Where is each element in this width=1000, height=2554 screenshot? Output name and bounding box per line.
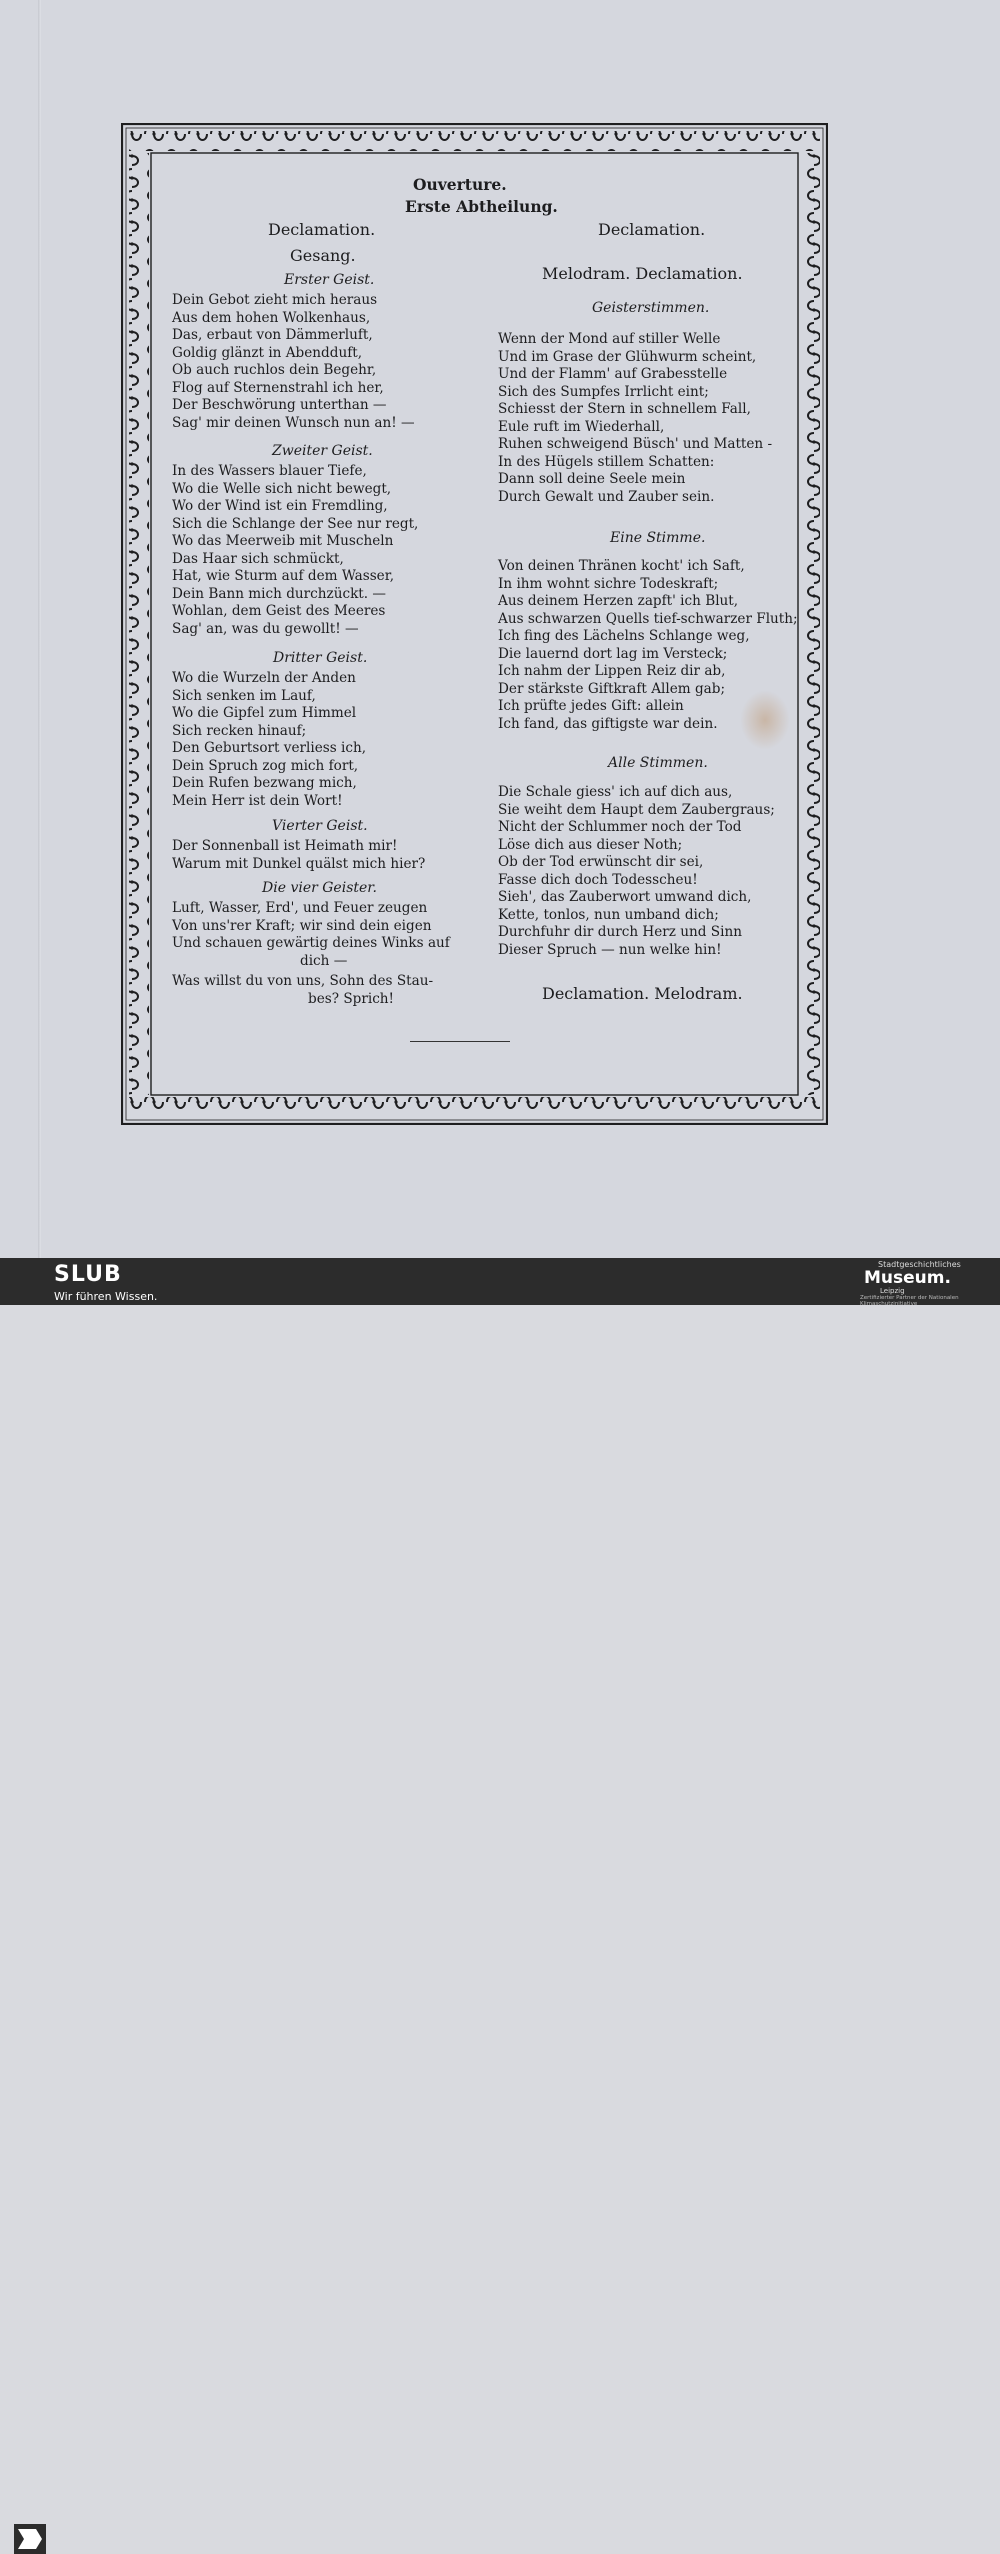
left-section-heading: Die vier Geister. [262, 880, 377, 896]
left-section-heading: Dritter Geist. [273, 650, 368, 666]
left-verse-line: Wo das Meerweib mit Muscheln [172, 533, 394, 549]
right-verse-line: Dieser Spruch — nun welke hin! [498, 941, 722, 958]
right-section-heading: Geisterstimmen. [592, 300, 710, 316]
right-declamation: Declamation. [598, 220, 706, 239]
right-verse-line: Ich nahm der Lippen Reiz dir ab, [498, 663, 726, 679]
left-verse-line: Der Sonnenball ist Heimath mir! [172, 838, 398, 854]
slub-tagline: Wir führen Wissen. [54, 1290, 158, 1303]
right-closing: Declamation. Melodram. [542, 984, 743, 1003]
right-verse-line: Die lauernd dort lag im Versteck; [498, 645, 728, 662]
left-verse-line: Was willst du von uns, Sohn des Stau- [172, 973, 434, 989]
left-verse-line: Sag' an, was du gewollt! — [172, 620, 359, 637]
right-verse-line: Aus schwarzen Quells tief-schwarzer Fluth; [498, 610, 798, 627]
right-verse-line: Ich fand, das giftigste war dein. [498, 715, 718, 732]
right-verse-line: Ich fing des Lächelns Schlange weg, [498, 628, 750, 644]
left-verse-line: Wo die Welle sich nicht bewegt, [172, 480, 392, 497]
museum-label-top: Stadtgeschichtliches [878, 1260, 961, 1269]
left-verse-line: In des Wassers blauer Tiefe, [172, 463, 367, 479]
left-verse-line: Mein Herr ist dein Wort! [172, 792, 343, 809]
right-verse-line: Ruhen schweigend Büsch' und Matten - [498, 436, 773, 452]
left-verse-line: dich — [300, 952, 348, 969]
left-verse-line: Dein Gebot zieht mich heraus [172, 292, 378, 308]
left-gesang: Gesang. [290, 246, 356, 265]
right-section-heading: Eine Stimme. [610, 530, 706, 546]
left-verse-line: bes? Sprich! [308, 990, 395, 1007]
left-verse-line: Der Beschwörung unterthan — [172, 397, 387, 413]
left-verse-line: Hat, wie Sturm auf dem Wasser, [172, 568, 395, 584]
museum-note: Zertifizierter Partner der Nationalen Klimaschutzinitiative [860, 1295, 959, 1307]
closing-rule [410, 1041, 510, 1042]
museum-logo: Museum. [864, 1268, 951, 1288]
left-verse-line: Sich senken im Lauf, [172, 687, 316, 704]
slub-logo: SLUB [54, 1262, 122, 1287]
left-verse-line: Goldig glänzt in Abendduft, [172, 344, 363, 361]
right-verse-line: Und der Flamm' auf Grabesstelle [498, 366, 728, 382]
right-verse-line: Eule ruft im Wiederhall, [498, 418, 665, 435]
right-verse-line: Der stärkste Giftkraft Allem gab; [498, 680, 726, 697]
right-verse-line: Von deinen Thränen kocht' ich Saft, [498, 558, 745, 574]
left-verse-line: Wohlan, dem Geist des Meeres [172, 603, 386, 619]
left-verse-line: Wo die Gipfel zum Himmel [172, 705, 357, 721]
right-verse-line: In des Hügels stillem Schatten: [498, 453, 715, 470]
left-verse-line: Wo die Wurzeln der Anden [172, 670, 356, 686]
left-verse-line: Sich die Schlange der See nur regt, [172, 515, 419, 532]
right-verse-line: Ob der Tod erwünscht dir sei, [498, 854, 704, 870]
left-declamation: Declamation. [268, 220, 376, 239]
right-section-heading: Alle Stimmen. [608, 755, 708, 771]
left-section-heading: Zweiter Geist. [272, 443, 373, 459]
left-verse-line: Den Geburtsort verliess ich, [172, 740, 367, 756]
right-melodram: Melodram. Declamation. [542, 264, 743, 283]
right-verse-line: Sie weiht dem Haupt dem Zaubergraus; [498, 801, 775, 818]
left-verse-line: Aus dem hohen Wolkenhaus, [172, 309, 371, 326]
left-verse-line: Das, erbaut von Dämmerluft, [172, 327, 373, 343]
right-verse-line: Sich des Sumpfes Irrlicht eint; [498, 383, 709, 400]
left-verse-line: Das Haar sich schmückt, [172, 550, 344, 567]
left-verse-line: Sag' mir deinen Wunsch nun an! — [172, 414, 415, 431]
right-verse-line: Die Schale giess' ich auf dich aus, [498, 784, 733, 800]
left-verse-line: Warum mit Dunkel quälst mich hier? [172, 855, 426, 872]
right-verse-line: Nicht der Schlummer noch der Tod [498, 819, 742, 835]
left-verse-line: Dein Bann mich durchzückt. — [172, 585, 387, 602]
right-verse-line: Kette, tonlos, nun umband dich; [498, 906, 719, 923]
left-verse-line: Dein Rufen bezwang mich, [172, 775, 357, 791]
right-verse-line: Sieh', das Zauberwort umwand dich, [498, 889, 752, 905]
page-fold [38, 0, 41, 1258]
left-verse-line: Sich recken hinauf; [172, 722, 307, 739]
right-verse-line: Durchfuhr dir durch Herz und Sinn [498, 924, 742, 940]
slub-logo-icon [14, 2524, 46, 2554]
left-verse-line: Dein Spruch zog mich fort, [172, 757, 359, 774]
right-verse-line: Ich prüfte jedes Gift: allein [498, 698, 684, 714]
right-verse-line: Wenn der Mond auf stiller Welle [498, 331, 721, 347]
right-verse-line: Und im Grase der Glühwurm scheint, [498, 348, 757, 365]
right-verse-line: Fasse dich doch Todesscheu! [498, 871, 698, 888]
left-section-heading: Erster Geist. [284, 272, 375, 288]
right-verse-line: Durch Gewalt und Zauber sein. [498, 488, 715, 505]
heading-erste-abtheilung: Erste Abtheilung. [405, 197, 558, 216]
right-verse-line: Aus deinem Herzen zapft' ich Blut, [498, 593, 739, 609]
right-verse-line: Dann soll deine Seele mein [498, 471, 686, 487]
left-verse-line: Ob auch ruchlos dein Begehr, [172, 362, 377, 378]
document-page [0, 0, 1000, 1258]
left-verse-line: Luft, Wasser, Erd', und Feuer zeugen [172, 900, 428, 916]
museum-city: Leipzig [880, 1287, 905, 1295]
right-verse-line: Löse dich aus dieser Noth; [498, 836, 683, 853]
left-section-heading: Vierter Geist. [272, 818, 368, 834]
left-verse-line: Wo der Wind ist ein Fremdling, [172, 498, 388, 514]
right-verse-line: In ihm wohnt sichre Todeskraft; [498, 575, 719, 592]
heading-ouverture: Ouverture. [413, 175, 507, 194]
left-verse-line: Von uns'rer Kraft; wir sind dein eigen [172, 917, 432, 934]
left-verse-line: Und schauen gewärtig deines Winks auf [172, 935, 450, 951]
right-verse-line: Schiesst der Stern in schnellem Fall, [498, 401, 751, 417]
left-verse-line: Flog auf Sternenstrahl ich her, [172, 379, 384, 396]
